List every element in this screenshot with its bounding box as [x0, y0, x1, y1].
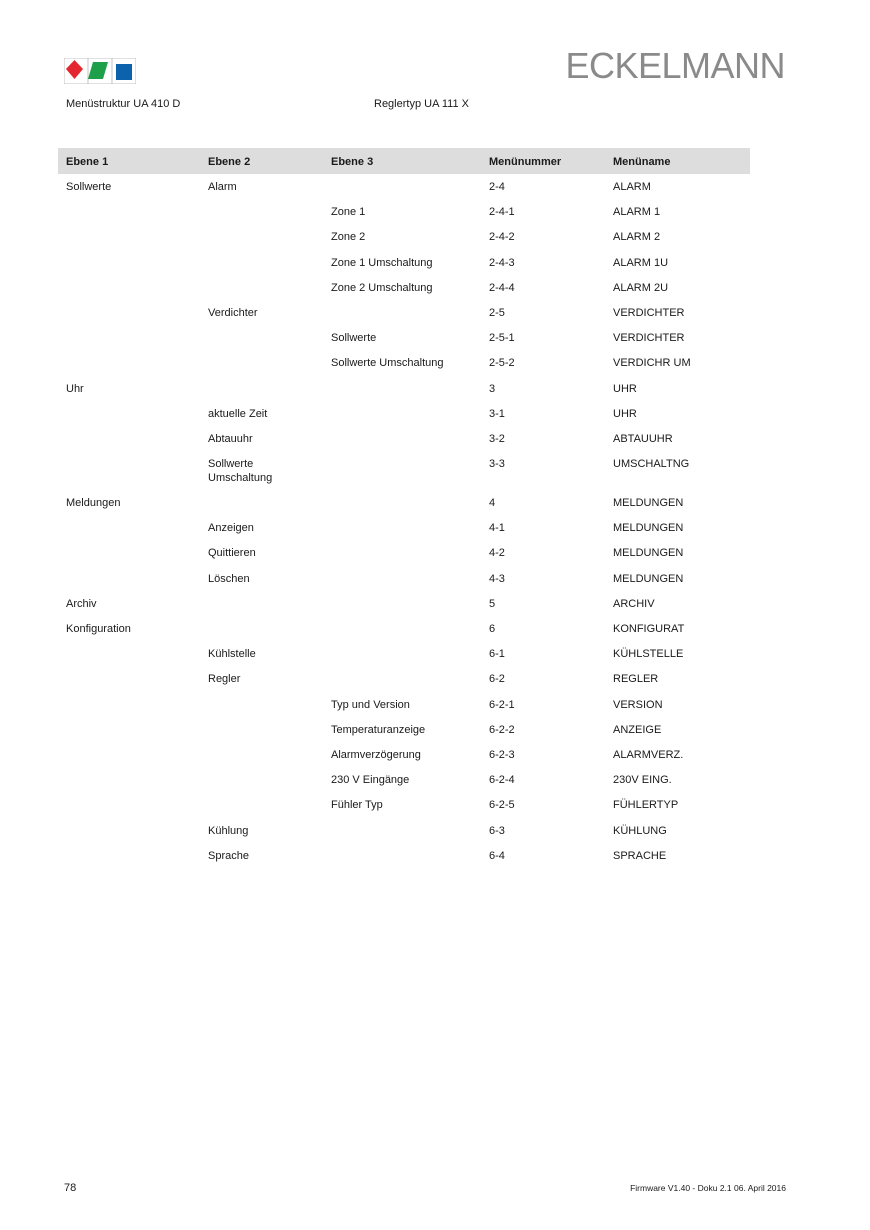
document-subtitle: Menüstruktur UA 410 D [66, 98, 181, 110]
menu-name-cell: UMSCHALTNG [613, 458, 690, 471]
table-row [58, 174, 750, 199]
menu-number-cell: 2-5-1 [489, 332, 515, 345]
menu-name-cell: SPRACHE [613, 849, 667, 862]
menu-name-cell: ALARM [613, 181, 651, 193]
table-row [58, 566, 750, 591]
level-1-cell: Archiv [66, 597, 97, 610]
table-row [58, 350, 750, 375]
menu-name-cell: VERDICHTER [613, 332, 685, 345]
menu-name-cell: KÜHLSTELLE [613, 648, 684, 661]
level-3-cell: Alarmverzögerung [331, 748, 421, 761]
table-row [58, 818, 750, 843]
menu-name-cell: MELDUNGEN [613, 547, 684, 560]
table-row [58, 515, 750, 540]
level-3-cell: Fühler Typ [331, 799, 383, 812]
level-2-cell: Alarm [208, 181, 237, 193]
column-header: Ebene 3 [331, 156, 374, 168]
menu-number-cell: 5 [489, 597, 496, 610]
level-2-cell: Kühlstelle [208, 648, 256, 661]
menu-number-cell: 3-3 [489, 458, 505, 471]
level-2-cell: Kühlung [208, 824, 249, 837]
column-header: Menünummer [489, 156, 562, 168]
menu-name-cell: 230V EING. [613, 774, 672, 787]
menu-name-cell: VERDICHR UM [613, 357, 691, 370]
menu-number-cell: 2-4-3 [489, 256, 515, 269]
level-1-cell: Meldungen [66, 497, 121, 510]
menu-name-cell: ABTAUUHR [613, 432, 673, 445]
level-2-cell: aktuelle Zeit [208, 407, 268, 420]
page-number: 78 [64, 1182, 77, 1194]
menu-number-cell: 3-2 [489, 432, 505, 445]
menu-name-cell: KÜHLUNG [613, 824, 667, 837]
menu-number-cell: 6-2-3 [489, 748, 515, 761]
table-row [58, 666, 750, 691]
menu-name-cell: ALARM 1U [613, 256, 669, 269]
menu-name-cell: VERSION [613, 698, 663, 711]
table-row [58, 540, 750, 565]
level-3-cell: 230 V Eingänge [331, 774, 410, 787]
table-row [58, 843, 750, 868]
menu-name-cell: ALARM 2U [613, 281, 669, 294]
table-row [58, 300, 750, 325]
table-row [58, 224, 750, 249]
level-3-cell: Zone 2 [331, 231, 366, 244]
footer-version-info: Firmware V1.40 - Doku 2.1 06. April 2016 [630, 1183, 786, 1193]
menu-number-cell: 6-4 [489, 849, 505, 862]
menu-name-cell: MELDUNGEN [613, 497, 684, 510]
level-3-cell: Zone 2 Umschaltung [331, 281, 433, 294]
level-3-cell: Zone 1 [331, 206, 366, 219]
menu-number-cell: 2-4-2 [489, 231, 515, 244]
logo-blue-square [116, 64, 132, 80]
menu-number-cell: 3 [489, 382, 496, 395]
level-2-cell: Löschen [208, 572, 250, 585]
menu-number-cell: 6-2-5 [489, 799, 515, 812]
level-3-cell: Temperaturanzeige [331, 723, 426, 736]
table-row [58, 401, 750, 426]
menu-number-cell: 6-2-2 [489, 723, 515, 736]
level-2-cell: Quittieren [208, 547, 256, 560]
table-row [58, 641, 750, 666]
level-2-cell: Regler [208, 673, 241, 686]
table-row [58, 692, 750, 717]
controller-type: Reglertyp UA 111 X [374, 98, 469, 110]
menu-name-cell: ARCHIV [613, 597, 655, 610]
menu-number-cell: 6-2-1 [489, 698, 515, 711]
table-header [58, 148, 750, 174]
menu-number-cell: 2-4-4 [489, 281, 515, 294]
table-row [58, 451, 750, 490]
menu-number-cell: 3-1 [489, 407, 505, 420]
menu-number-cell: 4 [489, 497, 496, 510]
table-row [58, 742, 750, 767]
level-3-cell: Typ und Version [331, 698, 410, 711]
level-3-cell: Sollwerte [331, 332, 377, 345]
menu-number-cell: 6-2-4 [489, 774, 515, 787]
table-row [58, 792, 750, 817]
menu-number-cell: 4-3 [489, 572, 505, 585]
menu-number-cell: 2-5-2 [489, 357, 515, 370]
menu-number-cell: 6-3 [489, 824, 505, 837]
menu-name-cell: MELDUNGEN [613, 522, 684, 535]
table-row [58, 591, 750, 616]
menu-name-cell: REGLER [613, 673, 659, 686]
level-2-cell: Verdichter [208, 306, 258, 319]
table-row [58, 275, 750, 300]
menu-name-cell: ANZEIGE [613, 723, 662, 736]
table-body [58, 174, 750, 868]
menu-number-cell: 4-1 [489, 522, 505, 535]
menu-number-cell: 2-4-1 [489, 206, 515, 219]
eckelmann-logo-icon [64, 58, 136, 84]
menu-name-cell: VERDICHTER [613, 306, 685, 319]
level-2-cell: Sollwerte Umschaltung [208, 458, 273, 485]
menu-name-cell: MELDUNGEN [613, 572, 684, 585]
menu-number-cell: 2-5 [489, 306, 505, 319]
column-header: Ebene 1 [66, 156, 109, 168]
column-header: Ebene 2 [208, 156, 251, 168]
menu-name-cell: UHR [613, 407, 637, 420]
menu-name-cell: FÜHLERTYP [613, 799, 679, 812]
table-row [58, 616, 750, 641]
menu-name-cell: UHR [613, 382, 637, 395]
menu-number-cell: 2-4 [489, 181, 505, 193]
table-row [58, 376, 750, 401]
level-2-cell: Anzeigen [208, 522, 254, 535]
level-3-cell: Sollwerte Umschaltung [331, 357, 444, 370]
level-1-cell: Uhr [66, 382, 84, 395]
menu-number-cell: 6 [489, 623, 496, 635]
menu-number-cell: 6-2 [489, 673, 505, 686]
menu-structure-table [58, 148, 750, 868]
brand-wordmark: ECKELMANN [565, 45, 785, 86]
menu-number-cell: 6-1 [489, 648, 505, 661]
table-row [58, 199, 750, 224]
menu-number-cell: 4-2 [489, 547, 505, 560]
table-row [58, 767, 750, 792]
menu-name-cell: ALARM 2 [613, 231, 661, 244]
menu-name-cell: KONFIGURAT [613, 623, 685, 635]
level-1-cell: Konfiguration [66, 623, 131, 635]
table-row [58, 717, 750, 742]
table-row [58, 490, 750, 515]
table-row [58, 250, 750, 275]
column-header: Menüname [613, 156, 671, 168]
level-2-cell: Sprache [208, 849, 249, 862]
table-row [58, 426, 750, 451]
table-row [58, 325, 750, 350]
menu-name-cell: ALARM 1 [613, 206, 661, 219]
menu-name-cell: ALARMVERZ. [613, 748, 684, 761]
level-1-cell: Sollwerte [66, 181, 112, 193]
level-2-cell: Abtauuhr [208, 432, 253, 445]
level-3-cell: Zone 1 Umschaltung [331, 256, 433, 269]
